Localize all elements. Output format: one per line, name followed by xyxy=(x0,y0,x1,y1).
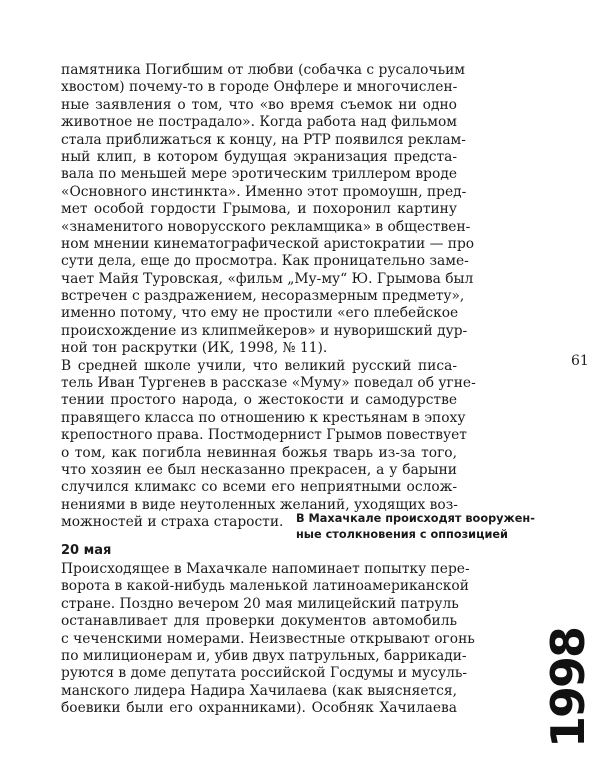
text-line: тении простого народа, о жестокости и самодурстве xyxy=(61,392,457,409)
text-line: ный клип, в котором будущая экранизация предста- xyxy=(61,148,457,165)
text-line: ворота в какой-нибудь маленькой латиноамериканской xyxy=(61,578,469,595)
sidenote xyxy=(296,511,536,542)
text-line: животное не пострадало». Когда работа над фильмом xyxy=(61,114,457,131)
text-line: В средней школе учили, что великий русский писа- xyxy=(61,357,457,374)
text-line: памятника Погибшим от любви (собачка с русалочьим xyxy=(61,62,466,78)
text-line: «знаменитого новорусского рекламщика» в обществен- xyxy=(61,218,471,235)
text-line: останавливает для проверки документов автомобиль xyxy=(61,613,457,630)
text-line: боевики были его охранниками). Особняк Хачилаева xyxy=(61,700,457,717)
text-line: руются в доме депутата российской Госдумы и мусуль- xyxy=(61,665,468,682)
text-line: ные заявления о том, что «во время съемок ни одно xyxy=(61,96,457,113)
text-line: можностей и страха старости. xyxy=(61,514,284,531)
text-line: именно потому, что ему не простили «его плебейское xyxy=(61,305,459,322)
text-line: тель Иван Тургенев в рассказе «Муму» поведал об угне- xyxy=(61,375,476,392)
page-number: 61 xyxy=(571,353,589,369)
text-line: с чеченскими номерами. Неизвестные открывают огонь xyxy=(61,630,475,647)
text-line: стала приближаться к концу, на РТР появился реклам- xyxy=(61,131,466,148)
date-heading: 20 мая xyxy=(61,543,112,558)
text-line: ном мнении кинематографической аристократии — про xyxy=(61,235,475,252)
entry-text-block xyxy=(61,561,475,718)
text-line: стране. Поздно вечером 20 мая милицейский патруль xyxy=(61,595,459,612)
sidenote-line: В Махачкале происходят вооружен- xyxy=(296,512,535,525)
sidenote-line: ные столкновения с оппозицией xyxy=(296,527,508,541)
text-line: происхождение из клипмейкеров» и нуворишский дур- xyxy=(61,322,468,339)
text-line: о том, как погибла невинная божья тварь из-за того, xyxy=(61,444,457,461)
text-line: нениями в виде неутоленных желаний, уходящих воз- xyxy=(61,496,458,513)
text-line: случился климакс со всеми его неприятными ослож- xyxy=(61,479,457,496)
text-line: мет особой гордости Грымова, и похоронил картину xyxy=(61,201,457,218)
main-text-block xyxy=(61,62,476,532)
text-line: «Основного инстинкта». Именно этот промоушн, пред- xyxy=(61,183,467,200)
text-line: ной тон раскрутки (ИК, 1998, № 11). xyxy=(61,340,328,357)
text-line: встречен с раздражением, несоразмерным предмету», xyxy=(61,288,465,305)
text-line: сути дела, еще до просмотра. Как проницательно заме- xyxy=(61,253,469,270)
text-line: что хозяин ее был несказанно прекрасен, а у барыни xyxy=(61,461,457,478)
text-line: Происходящее в Махачкале напоминает попытку пере- xyxy=(61,561,470,577)
text-line: крепостного права. Постмодернист Грымов повествует xyxy=(61,427,467,444)
text-line: вала по меньшей мере эротическим триллером вроде xyxy=(61,166,457,183)
text-line: правящего класса по отношению к крестьянам в эпоху xyxy=(61,409,466,426)
year-stamp: 1998 xyxy=(541,627,595,748)
text-line: хвостом) почему-то в городе Онфлере и многочислен- xyxy=(61,79,458,96)
text-line: чает Майя Туровская, «фильм „Му-му“ Ю. Грымова был xyxy=(61,270,474,287)
text-line: манского лидера Надира Хачилаева (как выясняется, xyxy=(61,682,457,699)
text-line: по милиционерам и, убив двух патрульных, баррикади- xyxy=(61,647,467,664)
